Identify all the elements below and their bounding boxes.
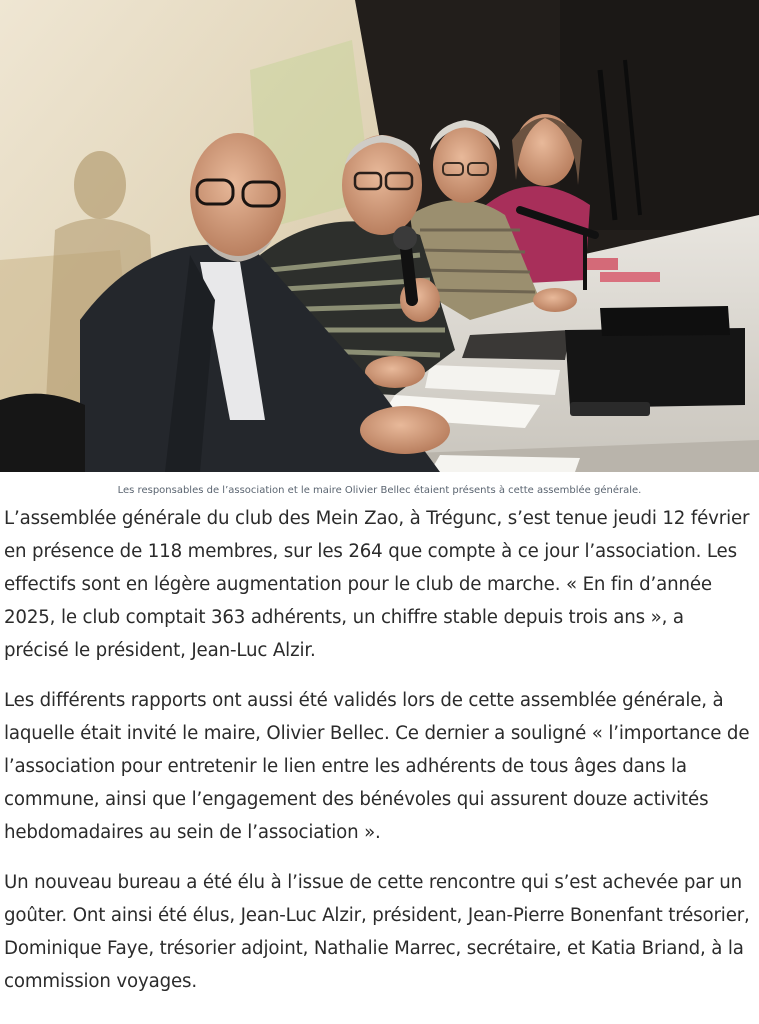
paragraph-1: L’assemblée générale du club des Mein Zao, à Trégunc, s’est tenue jeudi 12 février en présence de 118 membres, sur les 264 que compte à ce jour l’association. Les effectifs sont en légère augmentation pour le club de marche. « En fin d’année 2025, le club comptait 363 adhérents, un chiffre stable depuis trois ans », a précisé le président, Jean-Luc Alzir.	[4, 508, 750, 661]
article-photo	[0, 0, 759, 472]
paragraph-3: Un nouveau bureau a été élu à l’issue de cette rencontre qui s’est achevée par un goûter. Ont ainsi été élus, Jean-Luc Alzir, président, Jean-Pierre Bonenfant trésorier, Dominique Faye, trésorier adjoint, Nathalie Marrec, secrétaire, et Katia Briand, à la commission voyages.	[4, 872, 750, 992]
photo-caption: Les responsables de l’association et le maire Olivier Bellec étaient présents à cette assemblée générale.	[117, 485, 642, 496]
paragraph-2: Les différents rapports ont aussi été validés lors de cette assemblée générale, à laquelle était invité le maire, Olivier Bellec. Ce dernier a souligné « l’importance de l’association pour entretenir le lien entre les adhérents de tous âges dans la commune, ainsi que l’engagement des bénévoles qui assurent douze activités hebdomadaires au sein de l’association ».	[4, 690, 750, 843]
article-body	[0, 498, 759, 998]
photo-illustration	[0, 0, 759, 472]
